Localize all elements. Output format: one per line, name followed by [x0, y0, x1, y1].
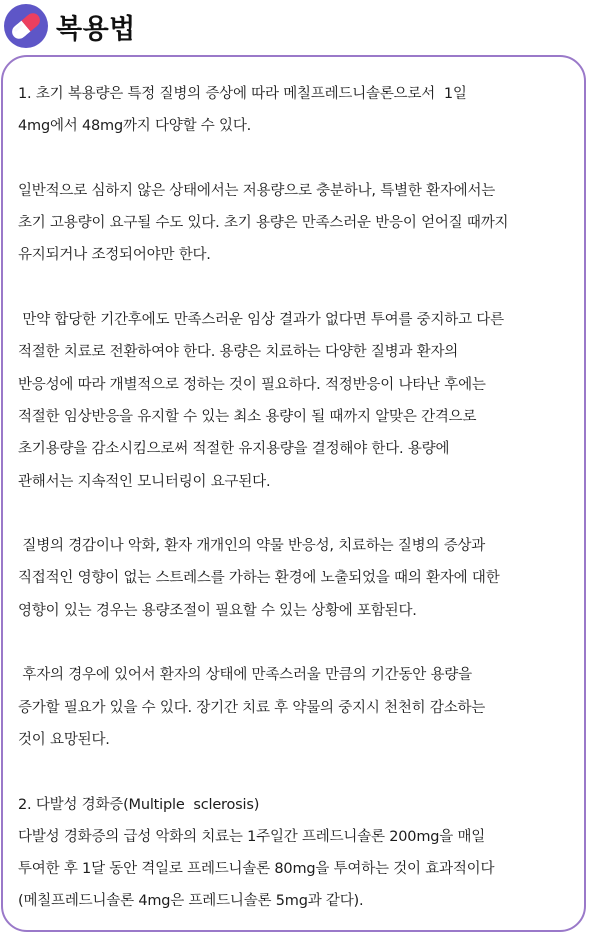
text-line: 1. 초기 복용량은 특정 질병의 증상에 따라 메칠프레드니솔론으로서 1일: [18, 86, 467, 102]
page-title: 복용법: [56, 13, 136, 45]
text-line: 적절한 임상반응을 유지할 수 있는 최소 용량이 될 때까지 알맞은 간격으로: [18, 408, 477, 425]
text-line: 영향이 있는 경우는 용량조절이 필요할 수 있는 상황에 포함된다.: [18, 602, 417, 619]
paragraph-gap: [18, 498, 578, 530]
text-line: 증가할 필요가 있을 수 있다. 장기간 치료 후 약물의 중지시 천천히 감소하는: [18, 699, 486, 716]
dosage-text: [18, 78, 578, 918]
text-line: 반응성에 따라 개별적으로 정하는 것이 필요하다. 적정반응이 나타난 후에는: [18, 376, 486, 393]
paragraph-gap: [18, 756, 578, 788]
text-line: 4mg에서 48mg까지 다양할 수 있다.: [18, 118, 252, 135]
text-line: 것이 요망된다.: [18, 731, 110, 748]
text-line: 후자의 경우에 있어서 환자의 상태에 만족스러울 만큼의 기간동안 용량을: [18, 667, 472, 684]
text-line: 직접적인 영향이 없는 스트레스를 가하는 환경에 노출되었을 때의 환자에 대한: [18, 570, 500, 587]
text-line: 다발성 경화증의 급성 악화의 치료는 1주일간 프레드니솔론 200mg을 매일: [18, 828, 486, 845]
paragraph-gap: [18, 272, 578, 304]
text-line: (메칠프레드니솔론 4mg은 프레드니솔론 5mg과 같다).: [18, 893, 364, 910]
text-line: 초기용량을 감소시킴으로써 적절한 유지용량을 결정해야 한다. 용량에: [18, 441, 450, 458]
pill-icon-graphic: [4, 4, 48, 48]
pill-icon: [4, 4, 48, 48]
text-line: 질병의 경감이나 악화, 환자 개개인의 약물 반응성, 치료하는 질병의 증상과: [18, 538, 486, 555]
text-line: 관해서는 지속적인 모니터링이 요구된다.: [18, 473, 271, 490]
section-header: [4, 4, 136, 48]
text-line: 일반적으로 심하지 않은 상태에서는 저용량으로 충분하나, 특별한 환자에서는: [18, 182, 496, 199]
text-line: 적절한 치료로 전환하여야 한다. 용량은 치료하는 다양한 질병과 환자의: [18, 344, 459, 361]
text-line: 유지되거나 조정되어야만 한다.: [18, 247, 211, 264]
paragraph-gap: [18, 627, 578, 659]
paragraph-gap: [18, 143, 578, 175]
text-line: 초기 고용량이 요구될 수도 있다. 초기 용량은 만족스러운 반응이 얻어질 때까지: [18, 215, 509, 232]
text-line: 투여한 후 1달 동안 격일로 프레드니솔론 80mg을 투여하는 것이 효과적이다: [18, 861, 495, 878]
text-line: 만약 합당한 기간후에도 만족스러운 임상 결과가 없다면 투여를 중지하고 다른: [18, 312, 504, 329]
text-line: 2. 다발성 경화증(Multiple sclerosis): [18, 796, 260, 813]
